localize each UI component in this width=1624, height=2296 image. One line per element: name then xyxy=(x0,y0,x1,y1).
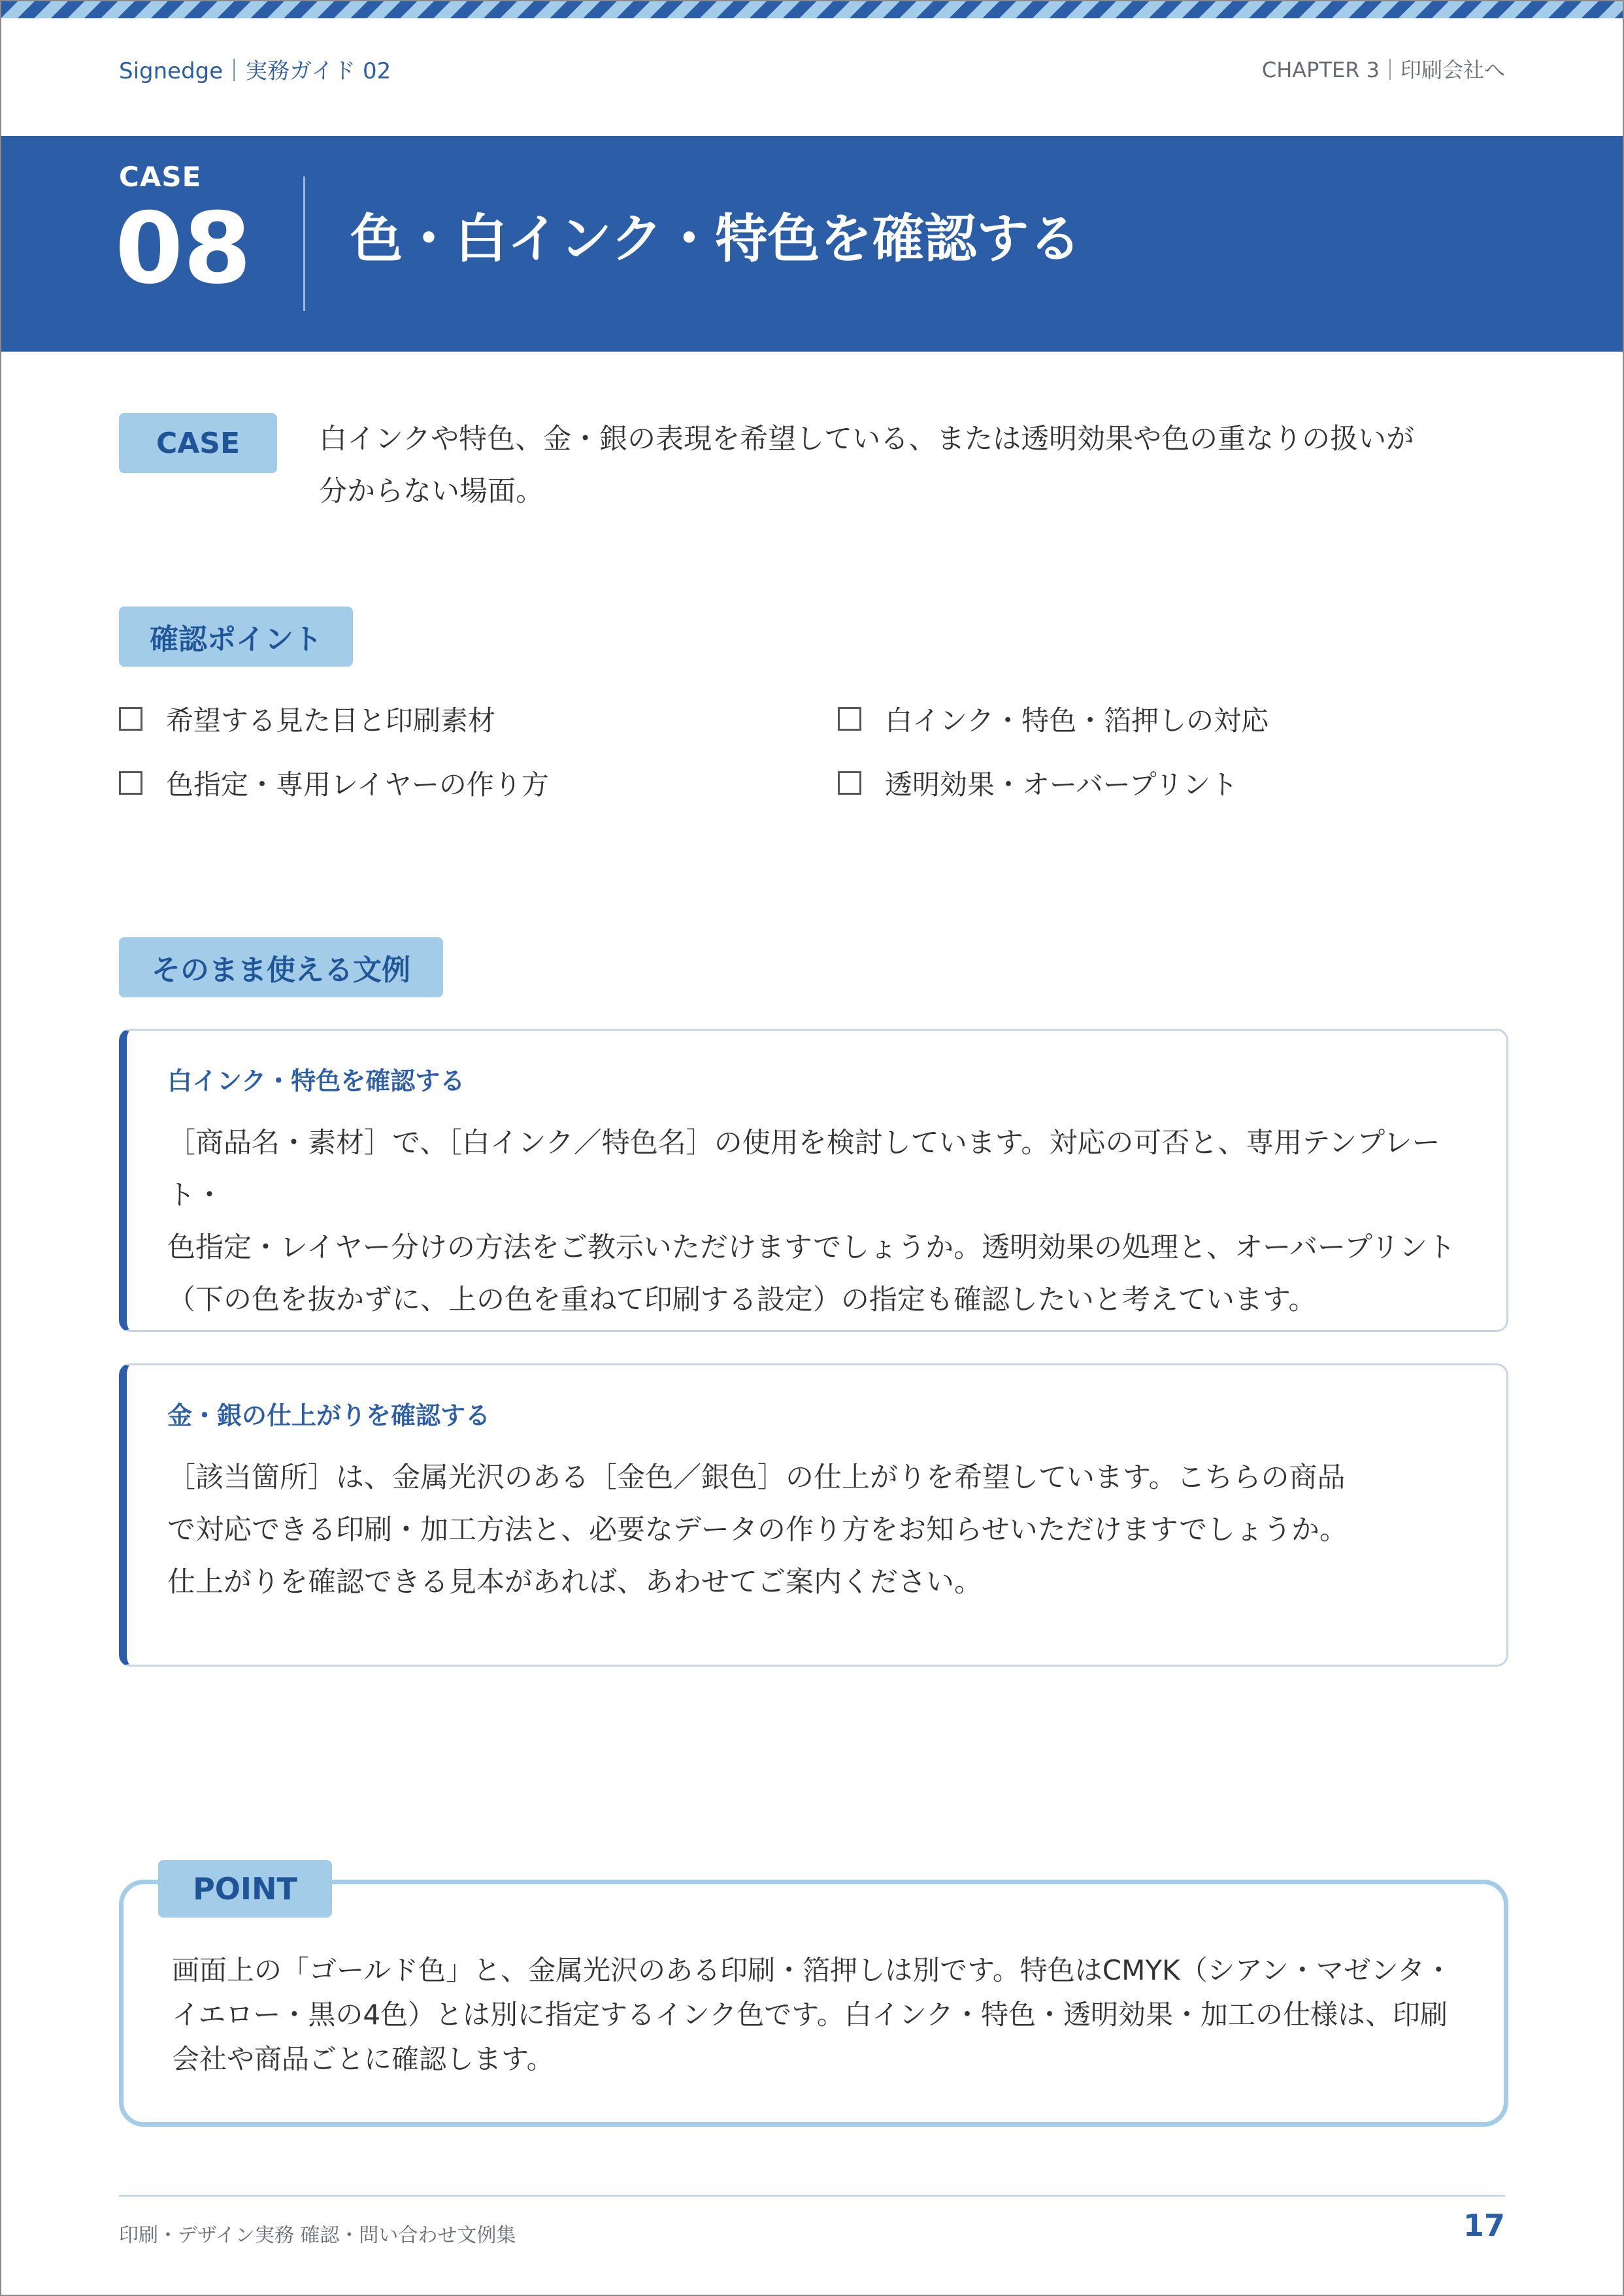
checkbox[interactable] xyxy=(838,707,861,731)
top-decorative-stripe xyxy=(1,1,1623,18)
check-points-tag: 確認ポイント xyxy=(119,607,353,667)
check-item-label: 透明効果・オーバープリント xyxy=(885,769,1238,801)
examples-tag: そのまま使える文例 xyxy=(119,937,443,997)
case-description-line: 白インクや特色、金・銀の表現を希望している、または透明効果や色の重なりの扱いが xyxy=(319,423,1415,456)
checkbox[interactable] xyxy=(838,771,861,795)
header-chapter: CHAPTER 3｜印刷会社へ xyxy=(1261,58,1505,82)
example-card-line: で対応できる印刷・加工方法と、必要なデータの作り方をお知らせいただけますでしょうか。 xyxy=(167,1514,1348,1546)
example-card xyxy=(119,1363,1508,1667)
page-number: 17 xyxy=(1463,2208,1505,2243)
example-card-body xyxy=(167,1117,1467,1326)
case-label: CASE xyxy=(119,161,202,193)
running-header xyxy=(119,52,1505,85)
page-title: 色・白インク・特色を確認する xyxy=(350,208,1082,269)
example-card-line: ［該当箇所］は、金属光沢のある［金色／銀色］の仕上がりを希望しています。こちらの商品 xyxy=(167,1461,1346,1494)
checkbox[interactable] xyxy=(119,707,142,731)
point-line: 画面上の「ゴールド色」と、金属光沢のある印刷・箔押しは別です。特色はCMYK（シアン・マゼンタ・ xyxy=(172,1954,1453,1986)
check-item[interactable] xyxy=(119,763,549,803)
case-description-line: 分からない場面。 xyxy=(319,475,544,508)
header-guide-title: Signedge｜実務ガイド 02 xyxy=(119,58,391,84)
checkbox[interactable] xyxy=(119,771,142,795)
check-item[interactable] xyxy=(838,763,1238,803)
check-item[interactable] xyxy=(119,699,495,739)
example-card-line: 仕上がりを確認できる見本があれば、あわせてご案内ください。 xyxy=(167,1566,982,1599)
example-card-line: （下の色を抜かずに、上の色を重ねて印刷する設定）の指定も確認したいと考えています。 xyxy=(167,1284,1317,1316)
example-card-body xyxy=(167,1452,1467,1608)
point-line: イエロー・黒の4色）とは別に指定するインク色です。白インク・特色・透明効果・加工の仕様は、印刷 xyxy=(172,1999,1448,2031)
check-item-label: 白インク・特色・箔押しの対応 xyxy=(885,705,1269,737)
check-item[interactable] xyxy=(838,699,1268,739)
check-item-label: 色指定・専用レイヤーの作り方 xyxy=(166,769,549,801)
case-tag: CASE xyxy=(119,413,277,473)
case-description xyxy=(319,413,1515,518)
example-card-line: 色指定・レイヤー分けの方法をご教示いただけますでしょうか。透明効果の処理と、オーバープリント xyxy=(167,1231,1456,1264)
example-card-title: 白インク・特色を確認する xyxy=(167,1067,465,1095)
point-body xyxy=(172,1948,1458,2082)
example-card-line: ［商品名・素材］で、［白インク／特色名］の使用を検討しています。対応の可否と、専用テンプレート・ xyxy=(167,1127,1440,1212)
footer-divider xyxy=(119,2195,1505,2197)
example-card xyxy=(119,1029,1508,1332)
check-item-label: 希望する見た目と印刷素材 xyxy=(166,705,496,737)
case-banner xyxy=(1,136,1623,352)
example-card-title: 金・銀の仕上がりを確認する xyxy=(167,1401,491,1430)
case-number: 08 xyxy=(115,192,252,306)
point-line: 会社や商品ごとに確認します。 xyxy=(172,2043,554,2075)
point-tag: POINT xyxy=(158,1860,332,1918)
banner-divider xyxy=(303,176,305,311)
footer-title: 印刷・デザイン実務 確認・問い合わせ文例集 xyxy=(119,2224,516,2247)
